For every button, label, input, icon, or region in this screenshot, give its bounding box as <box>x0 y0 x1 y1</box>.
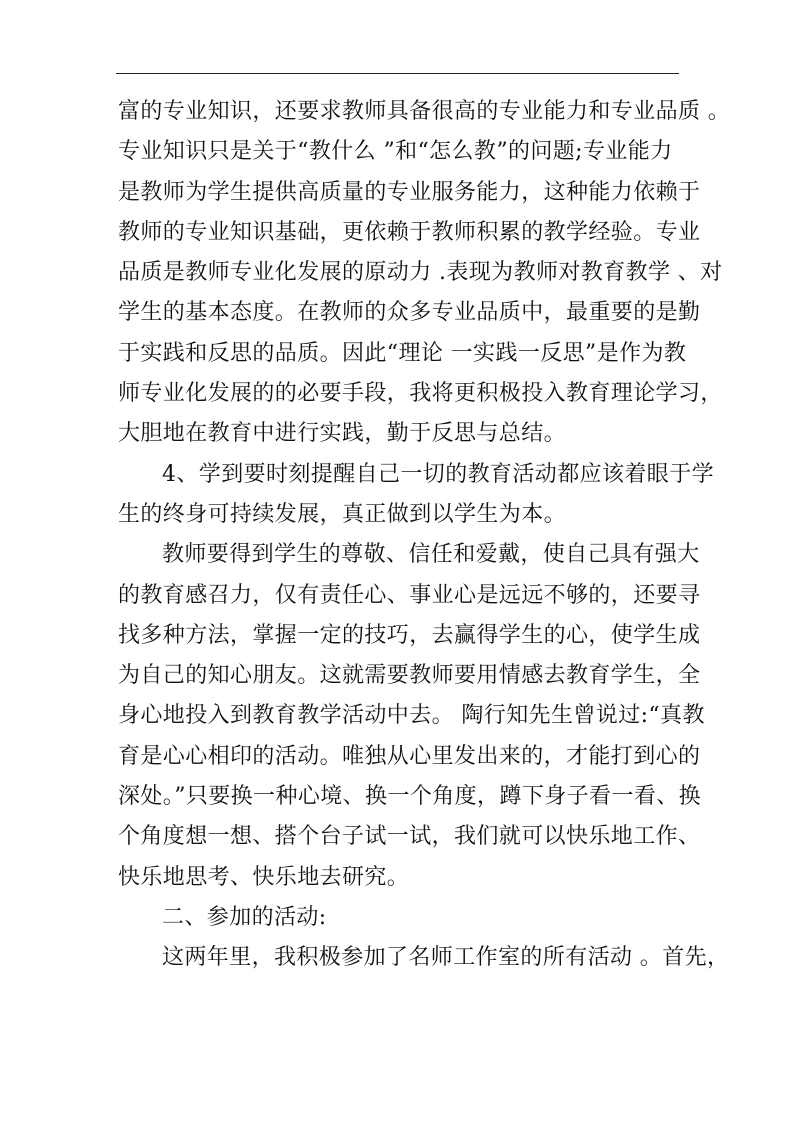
text-line: 是教师为学生提供高质量的专业服务能力，这种能力依赖于 <box>118 179 701 205</box>
text-line: 生的终身可持续发展，真正做到以学生为本。 <box>118 501 567 527</box>
section-heading: 二、参加的活动: <box>162 904 327 930</box>
text-line: 的教育感召力，仅有责任心、事业心是远远不够的，还要寻 <box>118 582 701 608</box>
text-line: 专业知识只是关于“教什么 ”和“怎么教”的问题;专业能力 <box>118 139 673 165</box>
text-line: 为自己的知心朋友。这就需要教师要用情感去教育学生，全 <box>118 663 701 689</box>
text-line: 4、学到要时刻提醒自己一切的教育活动都应该着眼于学 <box>162 461 714 487</box>
text-line: 于实践和反思的品质。因此“理论 一实践一反思”是作为教 <box>118 340 687 366</box>
document-body <box>118 92 731 979</box>
text-line: 找多种方法，掌握一定的技巧，去赢得学生的心，使学生成 <box>118 622 701 648</box>
text-line: 育是心心相印的活动。唯独从心里发出来的，才能打到心的 <box>118 743 701 769</box>
text-line: 身心地投入到教育教学活动中去。 陶行知先生曾说过:“真教 <box>118 703 705 729</box>
text-line: 教师的专业知识基础，更依赖于教师积累的教学经验。专业 <box>118 219 701 245</box>
text-line: 这两年里，我积极参加了名师工作室的所有活动 。首先， <box>162 945 730 971</box>
text-line: 深处。”只要换一种心境、换一个角度，蹲下身子看一看、换 <box>118 784 702 810</box>
text-line: 富的专业知识，还要求教师具备很高的专业能力和专业品质 。 <box>118 99 731 124</box>
text-line: 品质是教师专业化发展的原动力 .表现为教师对教育教学 、对 <box>118 260 723 286</box>
text-line: 教师要得到学生的尊敬、信任和爱戴，使自己具有强大 <box>162 542 700 568</box>
text-line: 师专业化发展的的必要手段，我将更积极投入教育理论学习， <box>118 381 723 407</box>
text-line: 大胆地在教育中进行实践，勤于反思与总结。 <box>118 421 567 447</box>
text-line: 学生的基本态度。在教师的众多专业品质中，最重要的是勤 <box>118 300 701 326</box>
text-line: 个角度想一想、搭个台子试一试，我们就可以快乐地工作、 <box>118 824 701 850</box>
header-rule <box>116 73 679 74</box>
text-line: 快乐地思考、快乐地去研究。 <box>118 864 410 890</box>
